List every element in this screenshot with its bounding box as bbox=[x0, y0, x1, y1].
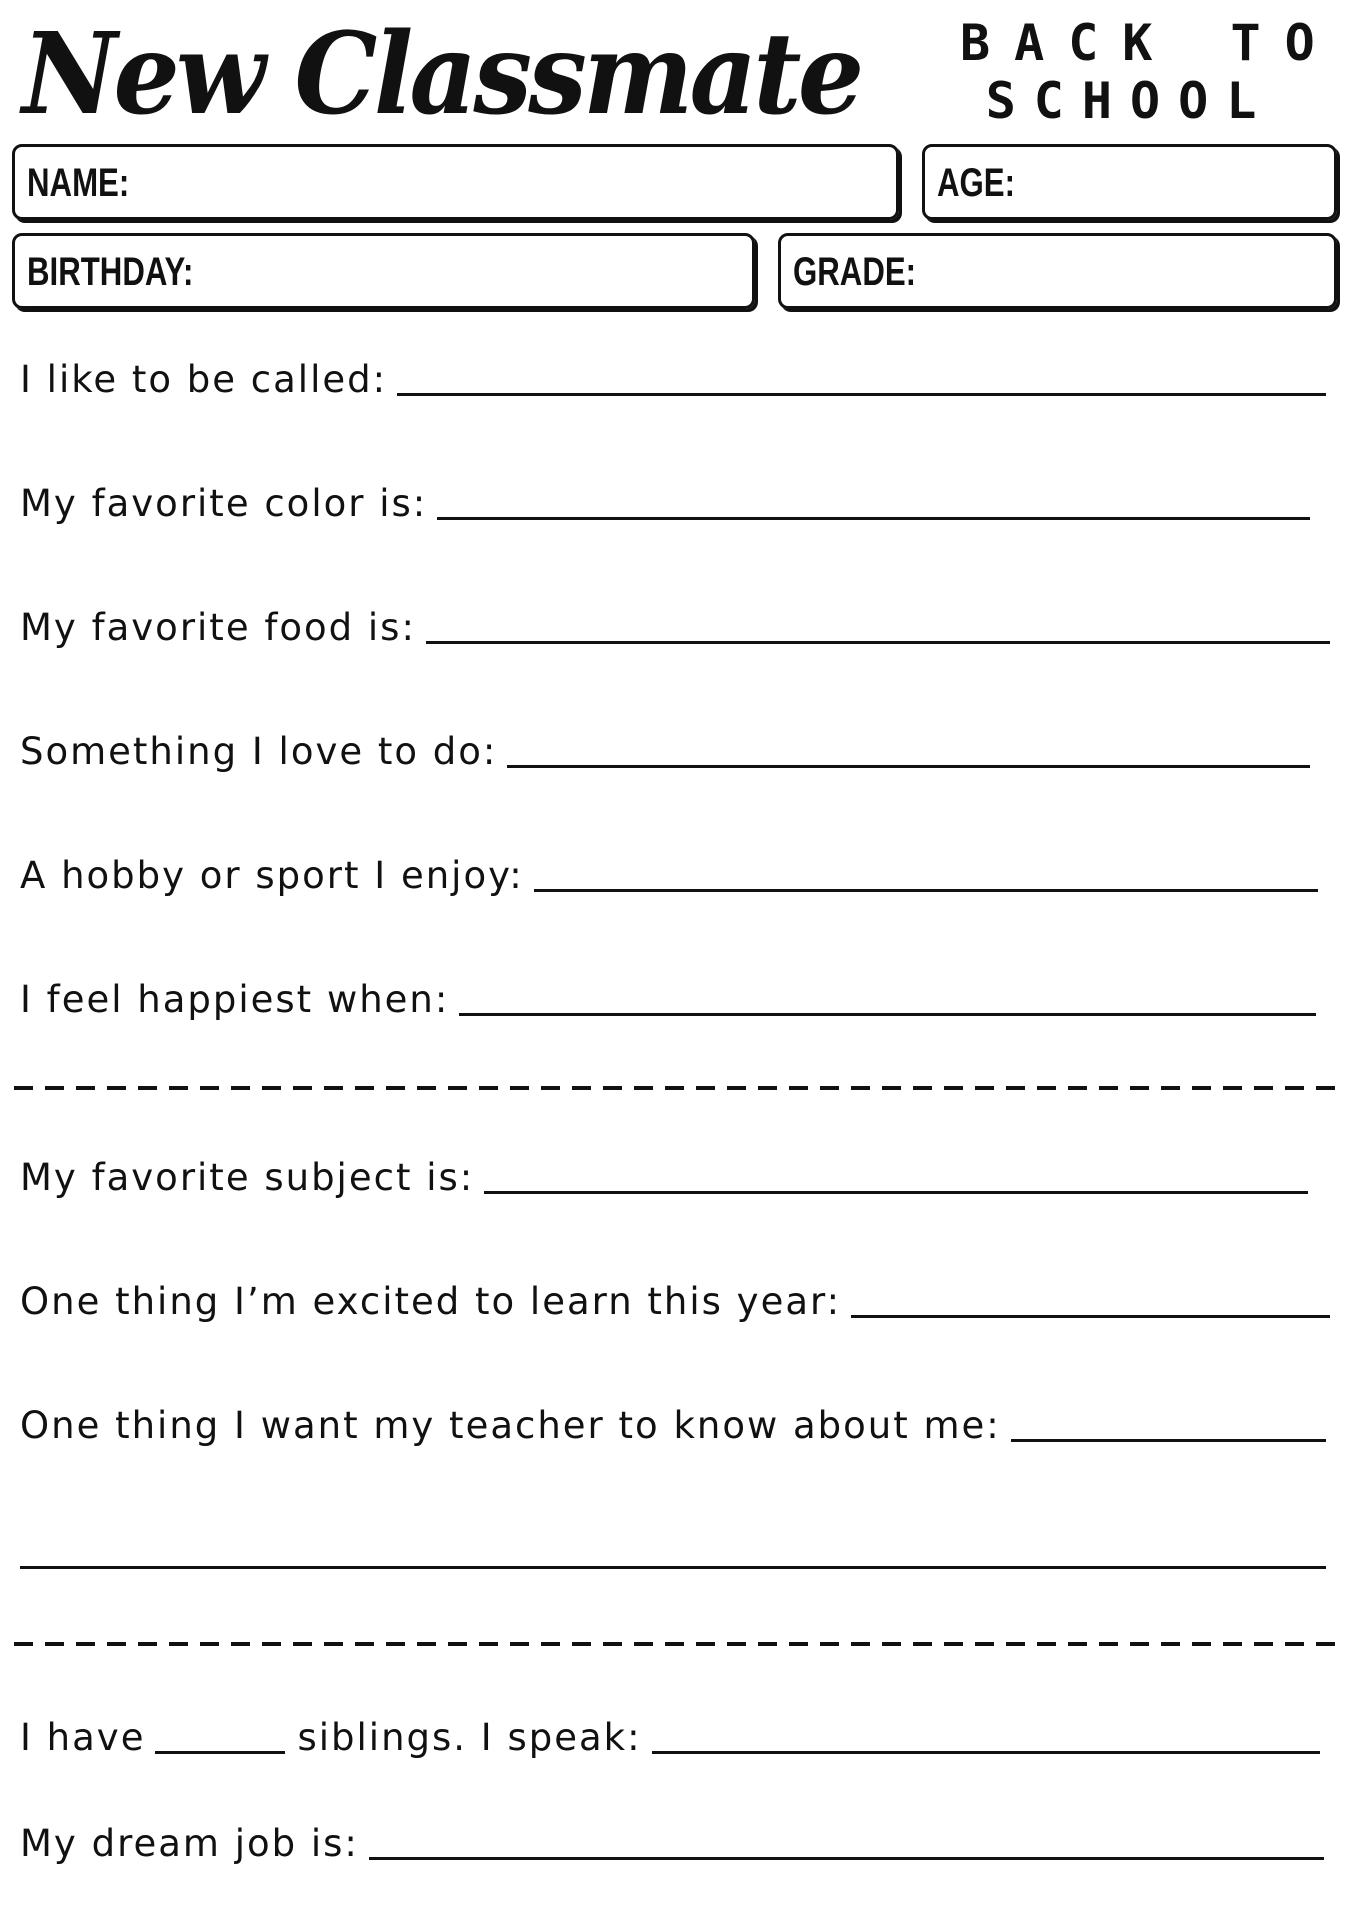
speak-answer-line[interactable] bbox=[652, 1751, 1320, 1754]
prompt-color-label: My favorite color is: bbox=[20, 482, 428, 525]
page-title: New Classmate bbox=[22, 9, 861, 140]
prompt-row-love bbox=[20, 730, 1310, 774]
prompt-row-color bbox=[20, 482, 1310, 526]
prompt-row-called bbox=[20, 358, 1326, 402]
section-divider bbox=[14, 1086, 1336, 1090]
prompt-excited-label: One thing I’m excited to learn this year: bbox=[20, 1280, 842, 1323]
prompt-row-siblings bbox=[20, 1716, 1320, 1760]
grade-field[interactable] bbox=[778, 233, 1337, 309]
age-field[interactable] bbox=[922, 144, 1337, 220]
birthday-field[interactable] bbox=[12, 233, 755, 309]
name-label: NAME: bbox=[27, 161, 130, 205]
name-field[interactable] bbox=[12, 144, 899, 220]
prompt-siblings-label: I have bbox=[20, 1716, 146, 1759]
subtitle-school: SCHOOL bbox=[985, 72, 1275, 130]
siblings-answer-line[interactable] bbox=[155, 1751, 285, 1754]
color-answer-line[interactable] bbox=[437, 517, 1310, 520]
prompt-called-label: I like to be called: bbox=[20, 358, 388, 401]
prompt-row-happiest bbox=[20, 978, 1316, 1022]
prompt-dream-job-label: My dream job is: bbox=[20, 1822, 359, 1865]
birthday-label: BIRTHDAY: bbox=[27, 250, 194, 294]
love-answer-line[interactable] bbox=[507, 765, 1310, 768]
happiest-answer-line[interactable] bbox=[459, 1013, 1316, 1016]
hobby-answer-line[interactable] bbox=[534, 889, 1318, 892]
subtitle-back-to: BACK TO bbox=[960, 14, 1339, 72]
excited-answer-line[interactable] bbox=[851, 1315, 1330, 1318]
prompt-food-label: My favorite food is: bbox=[20, 606, 416, 649]
prompt-love-label: Something I love to do: bbox=[20, 730, 498, 773]
prompt-row-food bbox=[20, 606, 1330, 650]
prompt-subject-label: My favorite subject is: bbox=[20, 1156, 475, 1199]
food-answer-line[interactable] bbox=[426, 641, 1330, 644]
age-label: AGE: bbox=[937, 161, 1015, 205]
grade-label: GRADE: bbox=[793, 250, 917, 294]
prompt-row-excited bbox=[20, 1280, 1330, 1324]
dream-job-answer-line[interactable] bbox=[369, 1857, 1324, 1860]
teacher-answer-line-2[interactable] bbox=[20, 1566, 1326, 1569]
prompt-row-hobby bbox=[20, 854, 1318, 898]
prompt-row-subject bbox=[20, 1156, 1308, 1200]
section-divider bbox=[14, 1642, 1336, 1646]
prompt-row-dream-job bbox=[20, 1822, 1324, 1866]
prompt-happiest-label: I feel happiest when: bbox=[20, 978, 450, 1021]
called-answer-line[interactable] bbox=[397, 393, 1326, 396]
prompt-row-teacher bbox=[20, 1404, 1326, 1448]
prompt-speak-label: siblings. I speak: bbox=[297, 1716, 642, 1759]
prompt-hobby-label: A hobby or sport I enjoy: bbox=[20, 854, 524, 897]
subject-answer-line[interactable] bbox=[484, 1191, 1308, 1194]
prompt-teacher-label: One thing I want my teacher to know about me: bbox=[20, 1404, 1001, 1447]
teacher-answer-line[interactable] bbox=[1011, 1439, 1326, 1442]
